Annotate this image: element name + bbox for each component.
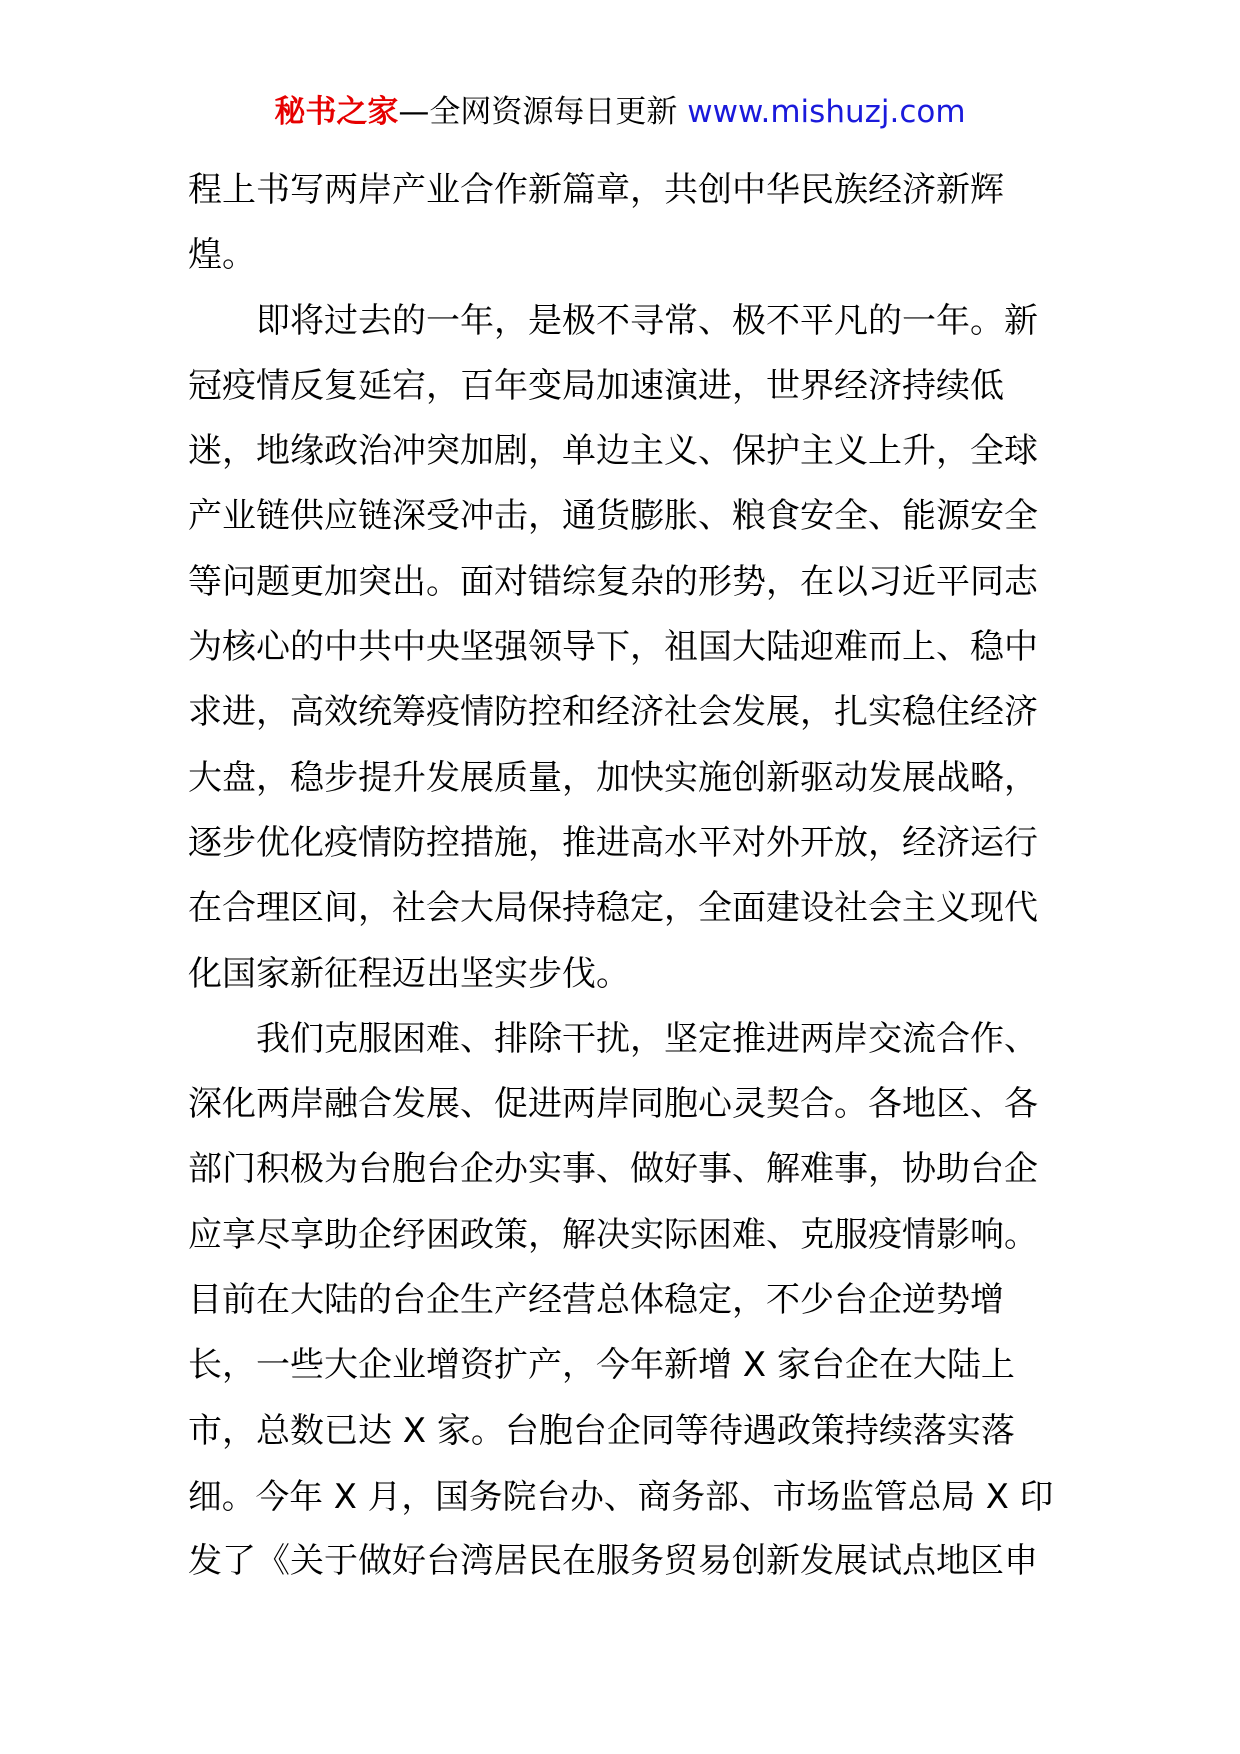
text-line: 长，一些大企业增资扩产，今年新增 X 家台企在大陆上 (188, 1345, 1015, 1386)
text-line: 发了《关于做好台湾居民在服务贸易创新发展试点地区申 (188, 1541, 1038, 1582)
text-line: 应享尽享助企纾困政策，解决实际困难、克服疫情影响。 (188, 1214, 1038, 1255)
text-line: 细。今年 X 月，国务院台办、商务部、市场监管总局 X 印 (188, 1476, 1054, 1516)
document-body (188, 158, 1054, 1595)
text-line: 深化两岸融合发展、促进两岸同胞心灵契合。各地区、各 (188, 1084, 1038, 1125)
text-line: 在合理区间，社会大局保持稳定，全面建设社会主义现代 (188, 888, 1038, 929)
text-line: 程上书写两岸产业合作新篇章，共创中华民族经济新辉 (188, 170, 1004, 210)
site-url-link[interactable]: www.mishuzj.com (687, 94, 966, 130)
text-line: 迷，地缘政治冲突加剧，单边主义、保护主义上升，全球 (188, 431, 1038, 472)
text-line: 化国家新征程迈出坚实步伐。 (188, 953, 630, 994)
header-tagline: —全网资源每日更新 (398, 94, 688, 130)
text-line: 逐步优化疫情防控措施，推进高水平对外开放，经济运行 (188, 822, 1038, 863)
text-line: 为核心的中共中央坚强领导下，祖国大陆迎难而上、稳中 (188, 627, 1038, 668)
text-line: 产业链供应链深受冲击，通货膨胀、粮食安全、能源安全 (188, 496, 1038, 537)
text-line: 我们克服困难、排除干扰，坚定推进两岸交流合作、 (256, 1018, 1038, 1059)
site-header (0, 92, 1240, 132)
text-line: 即将过去的一年，是极不寻常、极不平凡的一年。新 (256, 300, 1038, 341)
text-line: 煌。 (188, 235, 256, 276)
text-line: 大盘，稳步提升发展质量，加快实施创新驱动发展战略， (188, 757, 1038, 798)
brand-name: 秘书之家 (274, 94, 399, 130)
text-line: 冠疫情反复延宕，百年变局加速演进，世界经济持续低 (188, 365, 1004, 406)
text-line: 市，总数已达 X 家。台胞台企同等待遇政策持续落实落 (188, 1410, 1015, 1451)
text-line: 求进，高效统筹疫情防控和经济社会发展，扎实稳住经济 (188, 692, 1038, 733)
text-line: 目前在大陆的台企生产经营总体稳定，不少台企逆势增 (188, 1280, 1004, 1321)
text-line: 部门积极为台胞台企办实事、做好事、解难事，协助台企 (188, 1149, 1038, 1190)
text-line: 等问题更加突出。面对错综复杂的形势，在以习近平同志 (188, 561, 1038, 602)
